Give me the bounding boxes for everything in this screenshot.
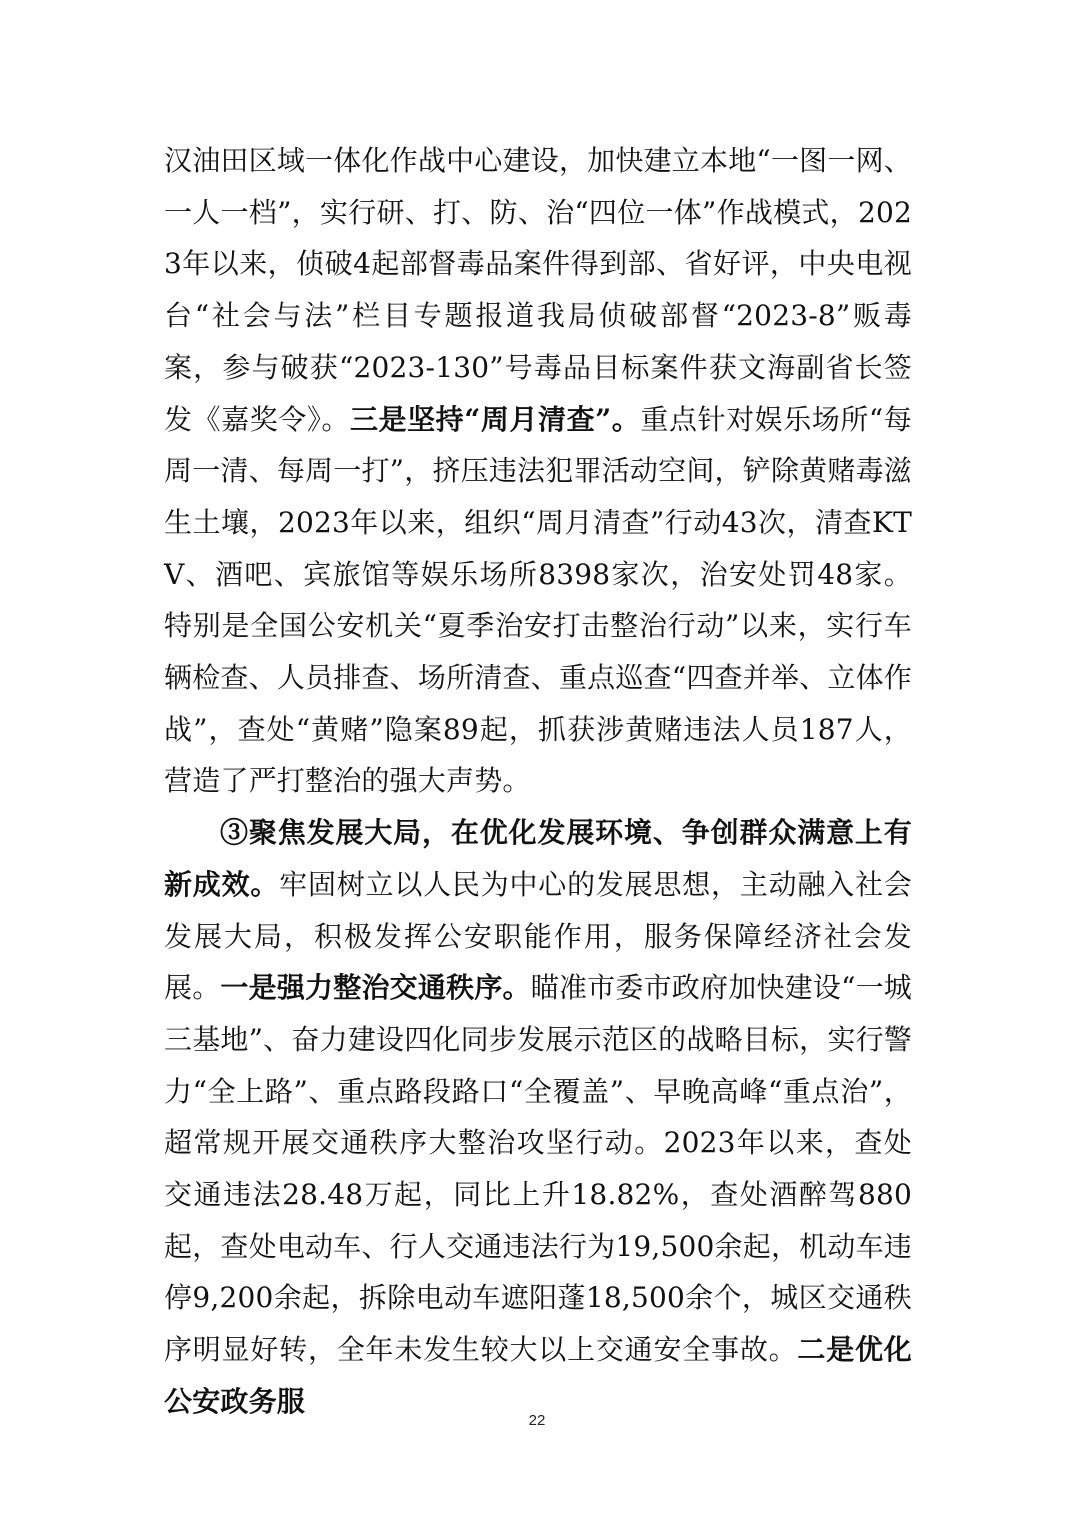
paragraph-text: 重点针对娱乐场所“每周一清、每周一打”，挤压违法犯罪活动空间，铲除黄赌毒滋生土壤，2023年以来，组织“周月清查”行动43次，清查KTV、酒吧、宾旅馆等娱乐场所8398家次，治安处罚48家。特别是全国公安机关“夏季治安打击整治行动”以来，实行车辆检查、人员排查、场所清查、重点巡查“四查并举、立体作战”，查处“黄赌”隐案89起，抓获涉黄赌违法人员187人，营造了严打整治的强大声势。: [164, 402, 912, 798]
paragraph-text: 牢固树立以人民为中心的发展思想，主动融入社会发展大局，积极发挥公安职能作用，服务保障经济社会发展。: [164, 867, 912, 1005]
subheading-government-service: 二是优化公安政务服: [164, 1333, 912, 1418]
paragraph-development-environment: [164, 807, 912, 1427]
page-number: 22: [528, 1412, 546, 1429]
paragraph-text: 瞄准市委市政府加快建设“一城三基地”、奋力建设四化同步发展示范区的战略目标，实行警力“全上路”、重点路段路口“全覆盖”、早晚高峰“重点治”，超常规开展交通秩序大整治攻坚行动。2023年以来，查处交通违法28.48万起，同比上升18.82%，查处酒醉驾880起，查处电动车、行人交通违法行为19,500余起，机动车违停9,200余起，拆除电动车遮阳蓬18,500余个，城区交通秩序明显好转，全年未发生较大以上交通安全事故。: [164, 971, 912, 1367]
document-body: [164, 135, 912, 1428]
subheading-weekly-monthly-inspection: 三是坚持“周月清查”。: [349, 402, 641, 436]
paragraph-text: 汉油田区域一体化作战中心建设，加快建立本地“一图一网、一人一档”，实行研、打、防、治“四位一体”作战模式，2023年以来，侦破4起部督毒品案件得到部、省好评，中央电视台“社会与法”栏目专题报道我局侦破部督“2023-8”贩毒案，参与破获“2023-130”号毒品目标案件获文海副省长签发《嘉奖令》。: [164, 144, 912, 436]
section-heading-development: ③聚焦发展大局，在优化发展环境、争创群众满意上有新成效。: [164, 816, 912, 901]
subheading-traffic-order: 一是强力整治交通秩序。: [220, 971, 531, 1005]
paragraph-drug-enforcement: [164, 135, 912, 807]
